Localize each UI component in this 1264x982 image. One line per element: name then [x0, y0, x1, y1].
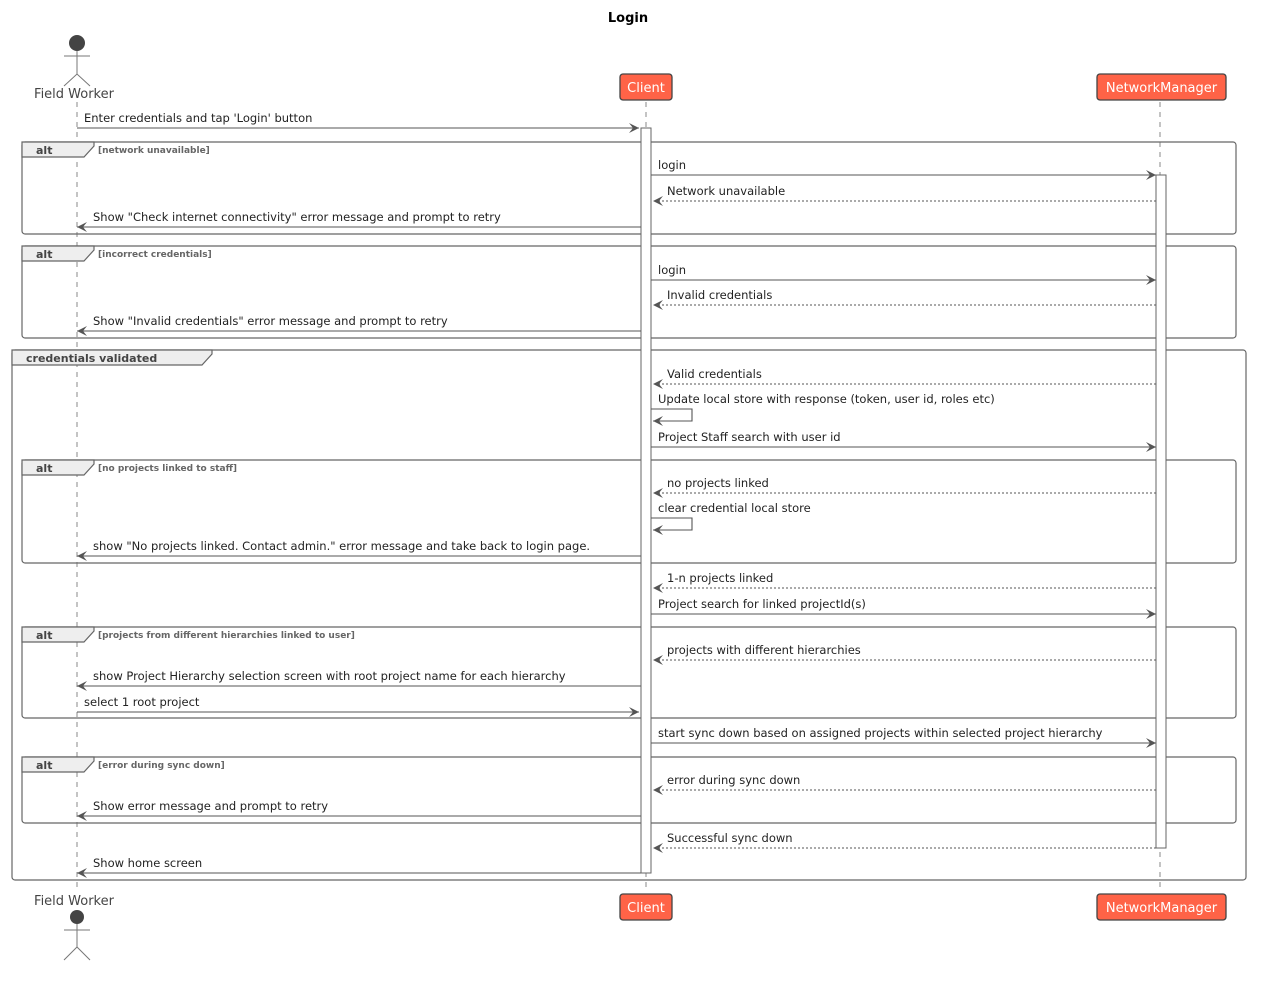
frame-tag [22, 142, 94, 157]
message-label: Update local store with response (token, user id, roles etc) [658, 392, 995, 406]
message [651, 430, 1156, 452]
participant-client-bottom [620, 894, 672, 920]
message-label: Invalid credentials [667, 288, 773, 302]
arrowhead [653, 843, 663, 853]
actor-field-worker-top [34, 35, 115, 102]
message [653, 367, 1156, 389]
arrowhead [653, 583, 663, 593]
message-label: Enter credentials and tap 'Login' button [84, 111, 313, 125]
message [653, 831, 1156, 853]
arrowhead [653, 488, 663, 498]
message-label: Show home screen [93, 856, 203, 870]
message [651, 158, 1156, 180]
message [77, 669, 641, 691]
frame-tag-label: alt [36, 144, 53, 157]
client-activation-bar [641, 128, 651, 873]
actor-label: Field Worker [34, 87, 114, 102]
message [77, 210, 641, 232]
frame-tag [22, 246, 94, 261]
message-label: Project Staff search with user id [658, 430, 841, 444]
actor-legs [64, 74, 90, 86]
arrowhead [653, 655, 663, 665]
actor-label: Field Worker [34, 894, 114, 909]
message [653, 643, 1156, 665]
message [77, 856, 641, 878]
networkmanager-activation-bar [1156, 175, 1166, 848]
participant-label: Client [627, 901, 665, 916]
message [77, 314, 641, 336]
frame-tag [22, 460, 94, 475]
message [653, 476, 1156, 498]
message [653, 288, 1156, 310]
message [651, 263, 1156, 285]
message [651, 726, 1156, 748]
participant-nm-bottom [1097, 894, 1226, 920]
actor-head-icon [70, 910, 84, 924]
message-label: error during sync down [667, 773, 801, 787]
actor-head-icon [69, 35, 85, 51]
message-label: Show "Invalid credentials" error message and prompt to retry [93, 314, 448, 328]
frame-condition: [no projects linked to staff] [98, 464, 237, 474]
alt-frame [22, 757, 1236, 823]
frame-condition: [incorrect credentials] [98, 250, 212, 260]
participant-client-top [620, 74, 672, 100]
message [77, 695, 639, 717]
frame-tag-label: alt [36, 759, 53, 772]
message-label: start sync down based on assigned projects within selected project hierarchy [658, 726, 1103, 740]
frame-tag-label: credentials validated [26, 352, 158, 365]
message [651, 501, 811, 535]
message-label: clear credential local store [658, 501, 811, 515]
frame-tag [22, 757, 94, 772]
message-label: Project search for linked projectId(s) [658, 597, 866, 611]
message-label: login [658, 263, 687, 277]
message-label: Show error message and prompt to retry [93, 799, 329, 813]
arrowhead [653, 196, 663, 206]
message [651, 597, 1156, 619]
participant-label: NetworkManager [1105, 81, 1218, 96]
message [651, 392, 995, 426]
frame-condition: [network unavailable] [98, 146, 210, 156]
participant-label: Client [627, 81, 665, 96]
arrowhead [653, 300, 663, 310]
participant-nm-top [1097, 74, 1226, 100]
message-label: show Project Hierarchy selection screen with root project name for each hierarchy [93, 669, 566, 683]
actor-field-worker-bottom [34, 894, 115, 960]
actor-legs [64, 947, 90, 960]
message-label: select 1 root project [84, 695, 200, 709]
message [653, 571, 1156, 593]
message-label: Successful sync down [667, 831, 793, 845]
message [653, 184, 1156, 206]
message-label: show "No projects linked. Contact admin." error message and take back to login page. [93, 539, 591, 553]
message-label: Show "Check internet connectivity" error message and prompt to retry [93, 210, 501, 224]
frame-tag-label: alt [36, 248, 53, 261]
frame-tag [22, 627, 94, 642]
message-label: Valid credentials [667, 367, 762, 381]
message [77, 111, 639, 133]
frame-tag-label: alt [36, 462, 53, 475]
frame-condition: [projects from different hierarchies linked to user] [98, 631, 355, 641]
message-label: projects with different hierarchies [667, 643, 861, 657]
arrowhead [653, 379, 663, 389]
frame-condition: [error during sync down] [98, 761, 225, 771]
diagram-title: Login [607, 11, 649, 26]
message-label: Network unavailable [667, 184, 786, 198]
participant-label: NetworkManager [1105, 901, 1218, 916]
message [77, 539, 641, 561]
message [653, 773, 1156, 795]
message-label: login [658, 158, 687, 172]
message-label: no projects linked [667, 476, 769, 490]
message [77, 799, 641, 821]
message-label: 1-n projects linked [667, 571, 774, 585]
frame-tag-label: alt [36, 629, 53, 642]
arrowhead [653, 785, 663, 795]
